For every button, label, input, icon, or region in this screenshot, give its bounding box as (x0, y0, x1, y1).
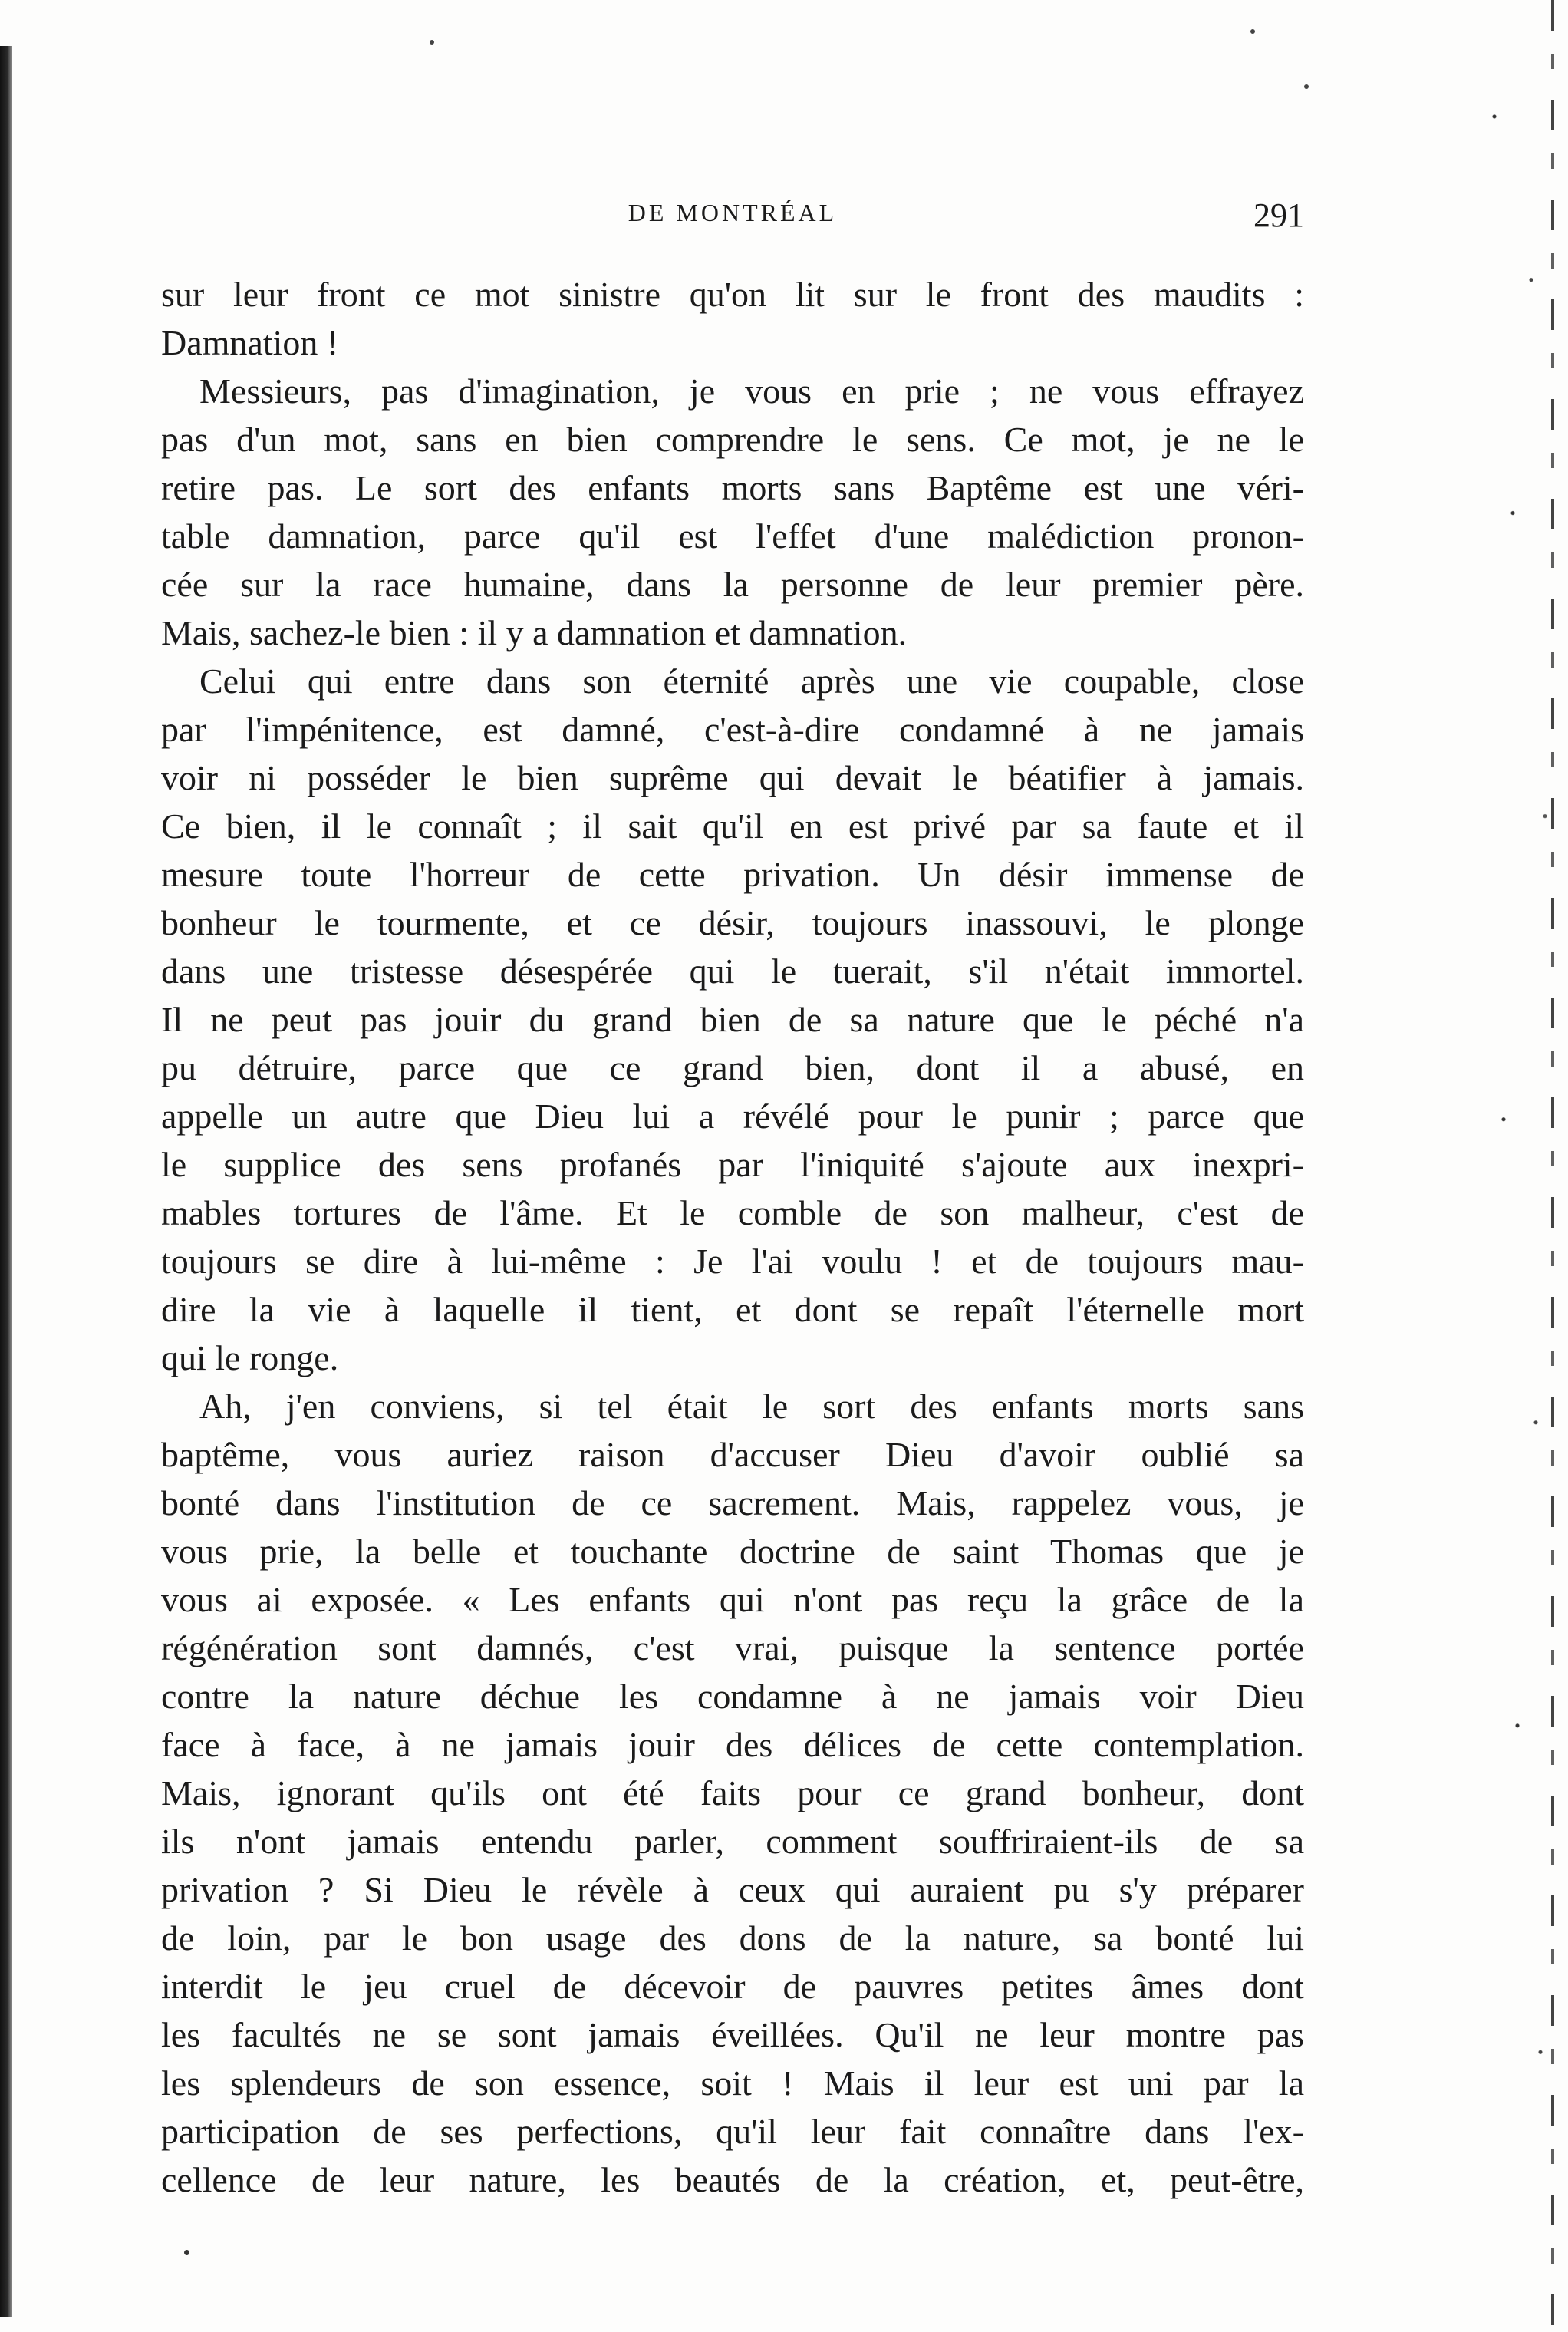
text-line: cellence de leur nature, les beautés de la création, et, peut-être, (161, 2160, 1304, 2199)
text-line: interdit le jeu cruel de décevoir de pauvres petites âmes dont (161, 1967, 1304, 2006)
text-line: retire pas. Le sort des enfants morts sans Baptême est une véri- (161, 468, 1304, 507)
stray-ink-dot (184, 2250, 189, 2255)
text-line: qui le ronge. (161, 1338, 339, 1377)
text-line: bonheur le tourmente, et ce désir, toujours inassouvi, le plonge (161, 903, 1304, 942)
text-line: Messieurs, pas d'imagination, je vous en prie ; ne vous effrayez (199, 371, 1304, 411)
text-line: toujours se dire à lui-même : Je l'ai voulu ! et de toujours mau- (161, 1242, 1304, 1281)
text-line: vous prie, la belle et touchante doctrine de saint Thomas que je (161, 1532, 1304, 1571)
page-header (161, 196, 1304, 242)
text-line: baptême, vous auriez raison d'accuser Dieu d'avoir oublié sa (161, 1435, 1304, 1474)
text-line: dire la vie à laquelle il tient, et dont se repaît l'éternelle mort (161, 1290, 1304, 1329)
text-line: contre la nature déchue les condamne à ne jamais voir Dieu (161, 1677, 1304, 1716)
text-line: bonté dans l'institution de ce sacrement. Mais, rappelez vous, je (161, 1483, 1304, 1522)
text-line: privation ? Si Dieu le révèle à ceux qui auraient pu s'y préparer (161, 1870, 1304, 1909)
text-line: mesure toute l'horreur de cette privation. Un désir immense de (161, 855, 1304, 894)
text-line: par l'impénitence, est damné, c'est-à-dire condamné à ne jamais (161, 710, 1304, 749)
text-line: Il ne peut pas jouir du grand bien de sa nature que le péché n'a (161, 1000, 1304, 1039)
text-line: face à face, à ne jamais jouir des délices de cette contemplation. (161, 1725, 1304, 1764)
text-line: voir ni posséder le bien suprême qui devait le béatifier à jamais. (161, 758, 1304, 797)
text-line: Mais, ignorant qu'ils ont été faits pour ce grand bonheur, dont (161, 1773, 1304, 1812)
text-line: dans une tristesse désespérée qui le tuerait, s'il n'était immortel. (161, 952, 1304, 991)
stray-ink-mark (430, 40, 434, 45)
text-line: ils n'ont jamais entendu parler, comment souffriraient-ils de sa (161, 1822, 1304, 1861)
page-number: 291 (1253, 196, 1304, 234)
text-line: Celui qui entre dans son éternité après une vie coupable, close (199, 661, 1304, 701)
text-line: participation de ses perfections, qu'il leur fait connaître dans l'ex- (161, 2112, 1304, 2151)
text-line: les splendeurs de son essence, soit ! Mais il leur est uni par la (161, 2063, 1304, 2103)
text-line: appelle un autre que Dieu lui a révélé pour le punir ; parce que (161, 1097, 1304, 1136)
text-line: Mais, sachez-le bien : il y a damnation et damnation. (161, 613, 908, 652)
running-head: DE MONTRÉAL (628, 199, 838, 226)
text-line: sur leur front ce mot sinistre qu'on lit sur le front des maudits : (161, 275, 1304, 314)
binding-edge (0, 46, 12, 2317)
body-text (161, 270, 1304, 2204)
text-line: Ce bien, il le connaît ; il sait qu'il en est privé par sa faute et il (161, 806, 1304, 846)
text-line: les facultés ne se sont jamais éveillées. Qu'il ne leur montre pas (161, 2015, 1304, 2054)
text-line: cée sur la race humaine, dans la personne de leur premier père. (161, 565, 1304, 604)
text-line: pu détruire, parce que ce grand bien, dont il a abusé, en (161, 1048, 1304, 1087)
stray-ink-mark (1304, 84, 1309, 89)
text-line: mables tortures de l'âme. Et le comble de son malheur, c'est de (161, 1193, 1304, 1232)
text-line: table damnation, parce qu'il est l'effet d'une malédiction pronon- (161, 516, 1304, 556)
text-line: régénération sont damnés, c'est vrai, puisque la sentence portée (161, 1628, 1304, 1667)
text-line: Damnation ! (161, 323, 339, 362)
stray-ink-mark (1250, 29, 1255, 34)
text-line: de loin, par le bon usage des dons de la nature, sa bonté lui (161, 1918, 1304, 1958)
scan-edge-speckles (1476, 0, 1568, 2332)
text-line: le supplice des sens profanés par l'iniquité s'ajoute aux inexpri- (161, 1145, 1304, 1184)
text-line: pas d'un mot, sans en bien comprendre le sens. Ce mot, je ne le (161, 420, 1304, 459)
text-line: vous ai exposée. « Les enfants qui n'ont pas reçu la grâce de la (161, 1580, 1304, 1619)
scan-edge-line (1551, 0, 1554, 2332)
text-line: Ah, j'en conviens, si tel était le sort des enfants morts sans (199, 1387, 1304, 1426)
